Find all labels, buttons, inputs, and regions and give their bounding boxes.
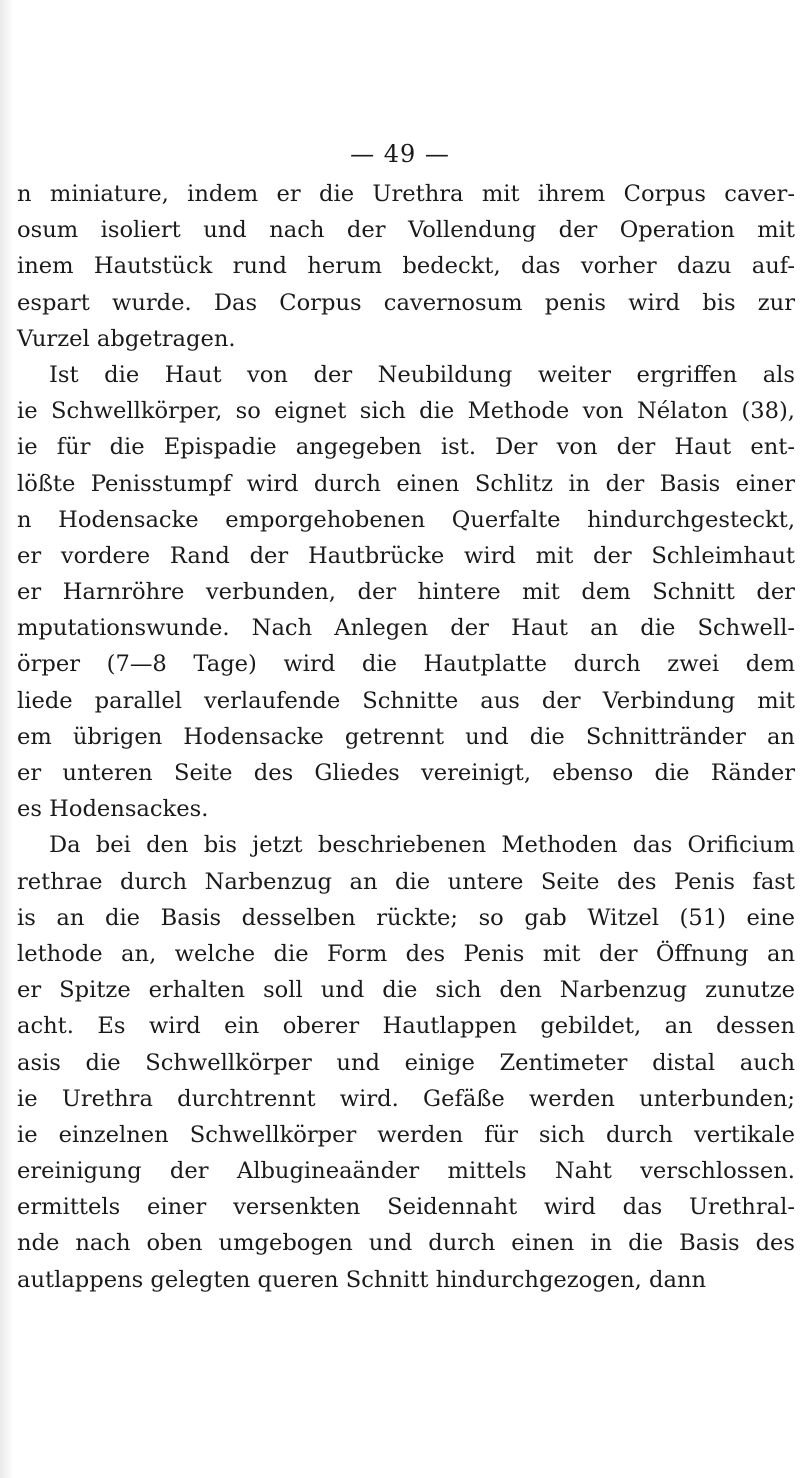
body-text — [17, 176, 795, 1298]
text-line: er Harnröhre verbunden, der hintere mit dem Schnitt der — [17, 579, 795, 606]
text-line: Da bei den bis jetzt beschriebenen Methoden das Orificium — [49, 832, 795, 859]
text-line: asis die Schwellkörper und einige Zentimeter distal auch — [17, 1049, 795, 1076]
text-line: örper (7—8 Tage) wird die Hautplatte durch zwei dem — [17, 651, 795, 678]
text-line: ie für die Epispadie angegeben ist. Der von der Haut ent- — [17, 434, 795, 461]
text-line: inem Hautstück rund herum bedeckt, das vorher dazu auf- — [17, 253, 795, 280]
text-line: acht. Es wird ein oberer Hautlappen gebildet, an dessen — [17, 1013, 795, 1040]
text-line: er vordere Rand der Hautbrücke wird mit der Schleimhaut — [17, 542, 795, 569]
text-line: autlappens gelegten queren Schnitt hindurchgezogen, dann — [17, 1266, 707, 1293]
text-line: er Spitze erhalten soll und die sich den Narbenzug zunutze — [17, 977, 795, 1004]
text-line: is an die Basis desselben rückte; so gab Witzel (51) eine — [17, 904, 795, 931]
text-line: ermittels einer versenkten Seidennaht wird das Urethral- — [17, 1194, 795, 1221]
binding-edge-shadow — [0, 0, 14, 1478]
page-number: — 49 — — [350, 140, 450, 168]
text-line: er unteren Seite des Gliedes vereinigt, ebenso die Ränder — [17, 760, 795, 786]
text-line: rethrae durch Narbenzug an die untere Seite des Penis fast — [17, 868, 795, 895]
text-line: n Hodensacke emporgehobenen Querfalte hindurchgesteckt, — [17, 506, 795, 533]
text-line: liede parallel verlaufende Schnitte aus der Verbindung mit — [17, 687, 795, 714]
text-line: lethode an, welche die Form des Penis mit der Öffnung an — [17, 940, 795, 967]
text-line: em übrigen Hodensacke getrennt und die Schnittränder an — [17, 723, 795, 750]
text-line: osum isoliert und nach der Vollendung der Operation mit — [17, 217, 795, 244]
text-line: ereinigung der Albugineaänder mittels Naht verschlossen. — [17, 1158, 795, 1185]
text-line: nde nach oben umgebogen und durch einen in die Basis des — [17, 1230, 795, 1257]
text-line: ie Schwellkörper, so eignet sich die Methode von Nélaton (38), — [17, 398, 795, 425]
text-line: espart wurde. Das Corpus cavernosum penis wird bis zur — [17, 289, 795, 316]
text-line: es Hodensackes. — [17, 796, 209, 823]
text-line: mputationswunde. Nach Anlegen der Haut an die Schwell- — [17, 615, 795, 642]
text-line: Vurzel abgetragen. — [17, 325, 236, 352]
text-line: ie einzelnen Schwellkörper werden für sich durch vertikale — [17, 1121, 795, 1148]
text-line: n miniature, indem er die Urethra mit ihrem Corpus caver- — [17, 181, 795, 207]
text-line: Ist die Haut von der Neubildung weiter ergriffen als — [49, 361, 795, 388]
text-line: ie Urethra durchtrennt wird. Gefäße werden unterbunden; — [17, 1085, 795, 1112]
text-line: lößte Penisstumpf wird durch einen Schlitz in der Basis einer — [17, 470, 795, 497]
